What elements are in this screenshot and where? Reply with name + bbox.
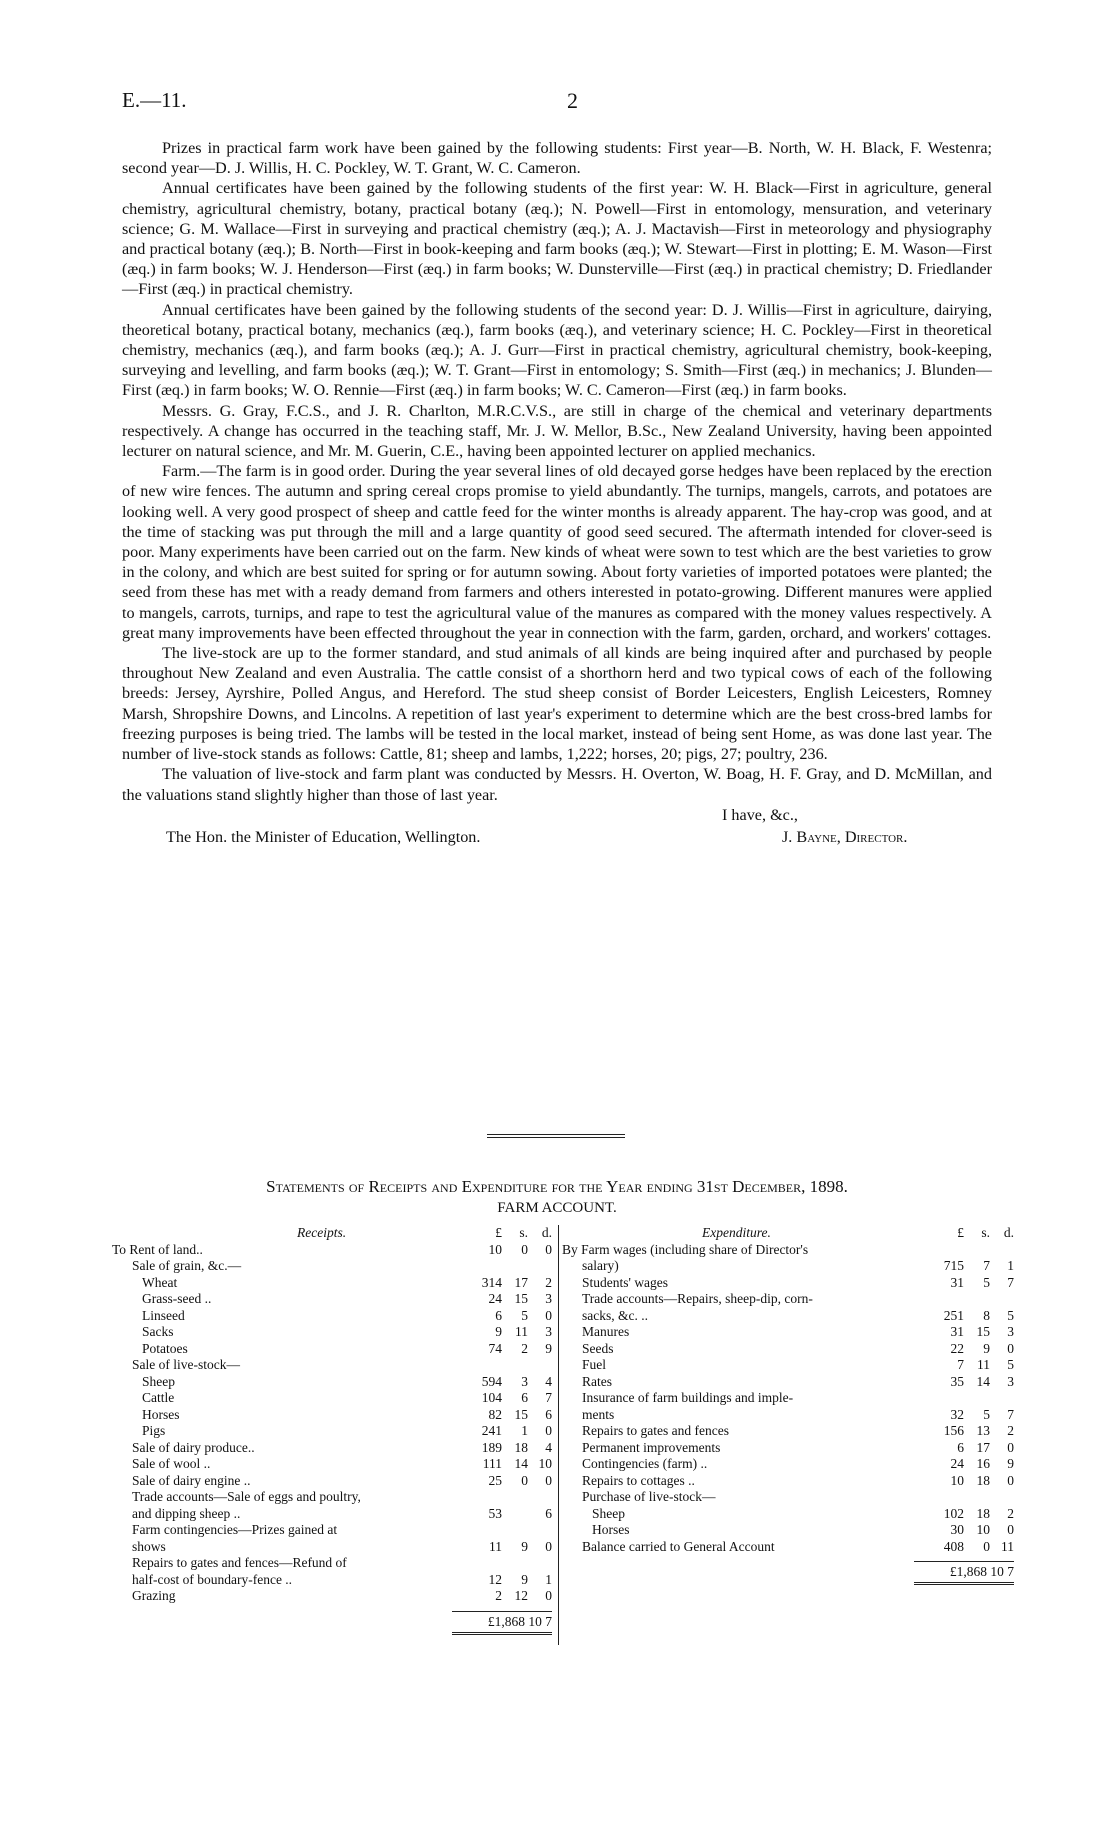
pounds-value: 408 [943, 1538, 964, 1554]
shillings-value: 12 [514, 1588, 528, 1603]
pounds-value [930, 1291, 964, 1308]
pence-value: 2 [1007, 1423, 1014, 1438]
line-label: Horses [592, 1522, 630, 1537]
pounds-value: 715 [943, 1258, 964, 1273]
signoff [122, 805, 992, 849]
pence-value [990, 1390, 1014, 1407]
pence-value: 0 [1007, 1439, 1014, 1455]
pence-value: 0 [545, 1588, 552, 1603]
pounds-value: 156 [943, 1423, 964, 1438]
shillings-value [964, 1489, 990, 1506]
shillings-value [502, 1522, 528, 1539]
line-label: Manures [582, 1324, 630, 1339]
pence-value: 7 [545, 1390, 552, 1405]
account-row [562, 1242, 1014, 1259]
pounds-value: 22 [950, 1340, 964, 1356]
pence-value: 3 [545, 1324, 552, 1339]
shillings-header: s. [519, 1225, 528, 1240]
pounds-value: 74 [488, 1340, 502, 1356]
shillings-value: 3 [521, 1373, 528, 1389]
line-label: Students' wages [582, 1274, 669, 1290]
signoff-director: J. Bayne, Director. [782, 827, 908, 846]
account-row [562, 1324, 1014, 1341]
pounds-value: 35 [950, 1373, 964, 1389]
shillings-value: 10 [976, 1522, 990, 1537]
shillings-value: 14 [976, 1373, 990, 1389]
document-code: E.—11. [122, 88, 187, 112]
shillings-value [502, 1555, 528, 1572]
line-label: Rates [582, 1373, 612, 1389]
pounds-value: 314 [481, 1274, 502, 1290]
receipts-table [112, 1225, 552, 1605]
account-row [562, 1440, 1014, 1457]
pence-value: 1 [1007, 1258, 1014, 1273]
account-row [112, 1522, 552, 1539]
pence-header: d. [541, 1225, 552, 1240]
expenditure-total: £1,868 10 7 [914, 1561, 1014, 1585]
account-row [112, 1506, 552, 1523]
expenditure-table [562, 1225, 1014, 1555]
pence-value [990, 1291, 1014, 1308]
pounds-value: 189 [481, 1439, 502, 1455]
page-header [0, 88, 1114, 118]
pounds-value: 24 [488, 1291, 502, 1306]
expenditure-total-wrap [562, 1561, 1014, 1585]
shillings-value: 15 [976, 1324, 990, 1339]
line-label: Fuel [582, 1357, 607, 1372]
paragraph-valuation: The valuation of live-stock and farm plant was conducted by Messrs. H. Overton, W. Boag, H. F. Gray, and D. McMillan, and the valuations stand slightly higher than those of last year. [122, 765, 992, 804]
pounds-value: 104 [481, 1390, 502, 1405]
pence-header: d. [1003, 1225, 1014, 1240]
shillings-value: 16 [976, 1456, 990, 1471]
pounds-value: 102 [943, 1505, 964, 1521]
pence-value: 0 [1007, 1522, 1014, 1537]
pence-value [528, 1489, 552, 1506]
account-row [112, 1440, 552, 1457]
receipts-column [112, 1225, 552, 1635]
shillings-value: 11 [977, 1357, 990, 1372]
account-row [112, 1374, 552, 1391]
pounds-value: 82 [488, 1406, 502, 1422]
account-row [112, 1539, 552, 1556]
line-label: Wheat [142, 1274, 178, 1290]
shillings-value: 9 [983, 1340, 990, 1356]
line-label: Permanent improvements [582, 1439, 721, 1455]
shillings-value: 0 [983, 1538, 990, 1554]
paragraph-farm: Farm.—The farm is in good order. During the year several lines of old decayed gorse hedges have been replaced by the erection of new wire fences. The autumn and spring cereal crops promise to yield abundantly. The turnips, mangels, carrots, and potatoes are looking well. A very good prospect of sheep and cattle feed for the winter months is already apparent. The hay-crop was good, and at the time of stacking was put through the mill and a large quantity of good seed secured. The aftermath intended for clover-seed is poor. Many experiments have been carried out on the farm. New kinds of wheat were sown to test which are the best varieties to grow in the colony, and which are best suited for spring or for autumn sowing. About forty varieties of imported potatoes were planted; the seed from these has met with a ready demand from farmers and others interested in potato-growing. Different manures were applied to mangels, carrots, turnips, and rape to test the agricultural value of the manures as compared with the money values respectively. A great many improvements have been effected throughout the year in connection with the farm, garden, orchard, and workers' cottages. [122, 462, 992, 642]
pounds-value: 31 [950, 1274, 964, 1290]
pence-value: 2 [1007, 1505, 1014, 1521]
line-label: Repairs to gates and fences—Refund of [132, 1555, 347, 1570]
line-label: Grass-seed .. [142, 1291, 212, 1306]
line-label: Trade accounts—Repairs, sheep-dip, corn- [582, 1291, 813, 1306]
line-label: Linseed [142, 1307, 185, 1323]
shillings-value: 9 [521, 1538, 528, 1554]
line-label: Potatoes [142, 1340, 188, 1356]
pence-value [528, 1555, 552, 1572]
pounds-value: 111 [482, 1456, 502, 1471]
pounds-value [468, 1258, 502, 1275]
line-label: Purchase of live-stock— [582, 1489, 716, 1504]
account-row [112, 1423, 552, 1440]
pence-value: 0 [545, 1538, 552, 1554]
shillings-value: 13 [976, 1423, 990, 1438]
column-divider [558, 1225, 559, 1645]
account-row [562, 1341, 1014, 1358]
account-row [112, 1456, 552, 1473]
line-label: Sacks [142, 1324, 174, 1339]
report-body [122, 138, 992, 849]
pence-value: 0 [545, 1423, 552, 1438]
signoff-greeting: I have, &c., [722, 805, 798, 824]
pence-value: 9 [545, 1340, 552, 1356]
account-row [112, 1242, 552, 1259]
line-label: shows [132, 1538, 166, 1554]
shillings-header: s. [981, 1225, 990, 1240]
line-label: salary) [582, 1258, 619, 1273]
shillings-value: 9 [521, 1571, 528, 1587]
line-label: Insurance of farm buildings and imple- [582, 1390, 794, 1405]
pounds-value: 594 [481, 1373, 502, 1389]
receipts-total-wrap [112, 1611, 552, 1635]
pounds-value: 30 [950, 1522, 964, 1537]
line-label: Sale of live-stock— [132, 1357, 240, 1372]
page-number: 2 [567, 88, 578, 113]
shillings-value: 6 [521, 1390, 528, 1405]
shillings-value [502, 1506, 528, 1523]
line-label: By Farm wages (including share of Director's [562, 1241, 809, 1257]
statement-title: Statements of Receipts and Expenditure for the Year ending 31st December, 1898. [266, 1177, 848, 1196]
paragraph-prizes: Prizes in practical farm work have been gained by the following students: First year—B. North, W. H. Black, F. Westenra; second year—D. J. Willis, H. C. Pockley, W. T. Grant, W. C. Cameron. [122, 139, 992, 178]
line-label: To Rent of land.. [112, 1241, 203, 1257]
shillings-value: 15 [514, 1291, 528, 1306]
shillings-value: 7 [983, 1258, 990, 1273]
line-label: half-cost of boundary-fence .. [132, 1571, 293, 1587]
pounds-value: 9 [495, 1324, 502, 1339]
pence-value: 5 [1007, 1357, 1014, 1372]
pounds-header: £ [495, 1225, 502, 1240]
pounds-value: 31 [950, 1324, 964, 1339]
account-row [112, 1308, 552, 1325]
account-row [112, 1555, 552, 1572]
account-row [562, 1506, 1014, 1523]
line-label: Sale of dairy engine .. [132, 1472, 251, 1488]
receipts-header-row [112, 1225, 552, 1242]
pounds-value [930, 1489, 964, 1506]
shillings-value: 1 [521, 1423, 528, 1438]
line-label: ments [582, 1406, 615, 1422]
account-row [562, 1258, 1014, 1275]
shillings-value: 0 [521, 1241, 528, 1257]
account-row [562, 1456, 1014, 1473]
pounds-value: 25 [488, 1472, 502, 1488]
expenditure-column [562, 1225, 1014, 1585]
pounds-value: 6 [957, 1439, 964, 1455]
line-label: Cattle [142, 1390, 175, 1405]
account-row [112, 1357, 552, 1374]
shillings-value [964, 1291, 990, 1308]
line-label: Seeds [582, 1340, 614, 1356]
line-label: and dipping sheep .. [132, 1505, 241, 1521]
pence-value: 1 [545, 1571, 552, 1587]
line-label: Farm contingencies—Prizes gained at [132, 1522, 338, 1537]
pence-value: 11 [1001, 1538, 1014, 1554]
pounds-value: 12 [488, 1571, 502, 1587]
line-label: Sale of wool .. [132, 1456, 211, 1471]
paragraph-second-year: Annual certificates have been gained by the following students of the second year: D. J. Willis—First in agriculture, dairying, theoretical botany, practical botany, mechanics (æq.), farm books (æq.), and veterinary science; H. C. Pockley—First in theoretical chemistry, mechanics (æq.), and farm books (æq.); A. J. Gurr—First in practical chemistry, agricultural chemistry, book-keeping, surveying and levelling, and farm books (æq.); W. T. Grant—First in entomology; S. Smith—First (æq.) in mechanics; J. Blunden—First (æq.) in farm books; W. O. Rennie—First (æq.) in farm books; W. C. Cameron—First (æq.) in farm books. [122, 300, 992, 400]
receipts-total: £1,868 10 7 [452, 1611, 552, 1635]
pence-value: 3 [1007, 1324, 1014, 1339]
pounds-value: 2 [495, 1588, 502, 1603]
pence-value: 7 [1007, 1406, 1014, 1422]
account-row [112, 1324, 552, 1341]
shillings-value [964, 1390, 990, 1407]
shillings-value: 18 [514, 1439, 528, 1455]
shillings-value [502, 1258, 528, 1275]
shillings-value: 18 [976, 1472, 990, 1488]
line-label: Pigs [142, 1423, 166, 1438]
line-label: Repairs to gates and fences [582, 1423, 729, 1438]
line-label: Sheep [592, 1505, 625, 1521]
shillings-value: 11 [515, 1324, 528, 1339]
pence-value: 9 [1007, 1456, 1014, 1471]
pence-value [990, 1489, 1014, 1506]
shillings-value: 15 [514, 1406, 528, 1422]
pence-value: 0 [545, 1241, 552, 1257]
line-label: Trade accounts—Sale of eggs and poultry, [132, 1489, 361, 1504]
pence-value: 3 [545, 1291, 552, 1306]
account-row [112, 1473, 552, 1490]
pence-value: 5 [1007, 1307, 1014, 1323]
shillings-value: 0 [521, 1472, 528, 1488]
account-row [112, 1275, 552, 1292]
line-label: Balance carried to General Account [582, 1538, 775, 1554]
pounds-value [930, 1390, 964, 1407]
line-label: sacks, &c. .. [582, 1307, 648, 1323]
pence-value: 4 [545, 1439, 552, 1455]
line-label: Horses [142, 1406, 180, 1422]
pence-value: 7 [1007, 1274, 1014, 1290]
account-row [112, 1291, 552, 1308]
account-row [112, 1390, 552, 1407]
line-label: Repairs to cottages .. [582, 1472, 695, 1488]
pence-value: 4 [545, 1373, 552, 1389]
line-label: Sheep [142, 1373, 175, 1389]
pence-value: 10 [538, 1456, 552, 1471]
pence-value: 6 [545, 1505, 552, 1521]
shillings-value: 18 [976, 1505, 990, 1521]
statement-subtitle: FARM ACCOUNT. [497, 1200, 617, 1216]
shillings-value: 14 [514, 1456, 528, 1471]
account-row [562, 1374, 1014, 1391]
account-row [112, 1407, 552, 1424]
pounds-value: 251 [943, 1307, 964, 1323]
pence-value [990, 1242, 1014, 1259]
pence-value: 0 [1007, 1472, 1014, 1488]
pence-value: 0 [1007, 1340, 1014, 1356]
line-label: Grazing [132, 1588, 176, 1603]
paragraph-first-year: Annual certificates have been gained by the following students of the first year: W. H. Black—First in agriculture, general chemistry, agricultural chemistry, botany, practical botany (æq.); N. Powell—First in entomology, mensuration, and veterinary science; G. M. Wallace—First in surveying and practical chemistry (æq.); A. J. Mactavish—First in meteorology and physiography and practical botany (æq.); B. North—First in book-keeping and farm books (æq.); W. Stewart—First in plotting; E. M. Wason—First (æq.) in farm books; W. J. Henderson—First (æq.) in farm books; W. Dunsterville—First (æq.) in practical chemistry; D. Friedlander—First (æq.) in practical chemistry. [122, 179, 992, 299]
account-row [562, 1489, 1014, 1506]
pence-value [528, 1522, 552, 1539]
shillings-value [502, 1357, 528, 1374]
account-row [562, 1473, 1014, 1490]
receipts-header: Receipts. [297, 1225, 347, 1240]
shillings-value: 5 [983, 1274, 990, 1290]
account-row [562, 1390, 1014, 1407]
pounds-value: 10 [950, 1472, 964, 1488]
expenditure-header-row [562, 1225, 1014, 1242]
account-row [562, 1407, 1014, 1424]
pence-value: 0 [545, 1472, 552, 1488]
paragraph-livestock: The live-stock are up to the former standard, and stud animals of all kinds are being inquired after and purchased by people throughout New Zealand and even Australia. The cattle consist of a shorthorn herd and two typical cows of each of the following breeds: Jersey, Ayrshire, Polled Angus, and Hereford. The stud sheep consist of Border Leicesters, English Leicesters, Romney Marsh, Shropshire Downs, and Lincolns. A repetition of last year's experiment to determine which are the best cross-bred lambs for freezing purposes is being tried. The lambs will be tested in the local market, instead of being sent Home, as was done last year. The number of live-stock stands as follows: Cattle, 81; sheep and lambs, 1,222; horses, 20; pigs, 27; poultry, 236. [122, 644, 992, 764]
expenditure-header: Expenditure. [702, 1225, 771, 1240]
shillings-value: 17 [514, 1274, 528, 1290]
pounds-value: 6 [495, 1307, 502, 1323]
pounds-value: 241 [481, 1423, 502, 1438]
shillings-value: 5 [521, 1307, 528, 1323]
pounds-value: 24 [950, 1456, 964, 1471]
pounds-value [468, 1522, 502, 1539]
pounds-value [468, 1555, 502, 1572]
line-label: Sale of grain, &c.— [132, 1258, 242, 1273]
shillings-value: 8 [983, 1307, 990, 1323]
paragraph-staff: Messrs. G. Gray, F.C.S., and J. R. Charlton, M.R.C.V.S., are still in charge of the chemical and veterinary departments respectively. A change has occurred in the teaching staff, Mr. J. W. Mellor, B.Sc., New Zealand University, having been appointed lecturer on natural science, and Mr. M. Guerin, C.E., having been appointed lecturer on applied mechanics. [122, 401, 992, 461]
pounds-value [930, 1242, 964, 1259]
account-row [112, 1572, 552, 1589]
pence-value: 6 [545, 1406, 552, 1422]
shillings-value [964, 1242, 990, 1259]
account-row [562, 1357, 1014, 1374]
pence-value: 2 [545, 1274, 552, 1290]
pounds-value [468, 1357, 502, 1374]
pounds-value: 11 [489, 1538, 502, 1554]
line-label: Sale of dairy produce.. [132, 1439, 255, 1455]
pounds-value: 10 [488, 1241, 502, 1257]
account-row [562, 1423, 1014, 1440]
line-label: Contingencies (farm) .. [582, 1456, 708, 1471]
pounds-value: 53 [488, 1505, 502, 1521]
shillings-value: 17 [976, 1439, 990, 1455]
pounds-value: 32 [950, 1406, 964, 1422]
account-row [562, 1539, 1014, 1556]
account-row [562, 1308, 1014, 1325]
account-row [562, 1522, 1014, 1539]
account-row [112, 1588, 552, 1605]
signoff-addressee: The Hon. the Minister of Education, Wellington. [166, 827, 481, 846]
pounds-value: 7 [957, 1357, 964, 1372]
pence-value: 3 [1007, 1373, 1014, 1389]
account-row [562, 1275, 1014, 1292]
pence-value: 0 [545, 1307, 552, 1323]
account-row [112, 1258, 552, 1275]
shillings-value: 5 [983, 1406, 990, 1422]
pounds-header: £ [957, 1225, 964, 1240]
section-divider [487, 1134, 625, 1135]
account-row [562, 1291, 1014, 1308]
section-divider-lower [487, 1137, 625, 1138]
account-row [112, 1341, 552, 1358]
pence-value [528, 1258, 552, 1275]
account-row [112, 1489, 552, 1506]
shillings-value: 2 [521, 1340, 528, 1356]
pounds-value [468, 1489, 502, 1506]
shillings-value [502, 1489, 528, 1506]
pence-value [528, 1357, 552, 1374]
